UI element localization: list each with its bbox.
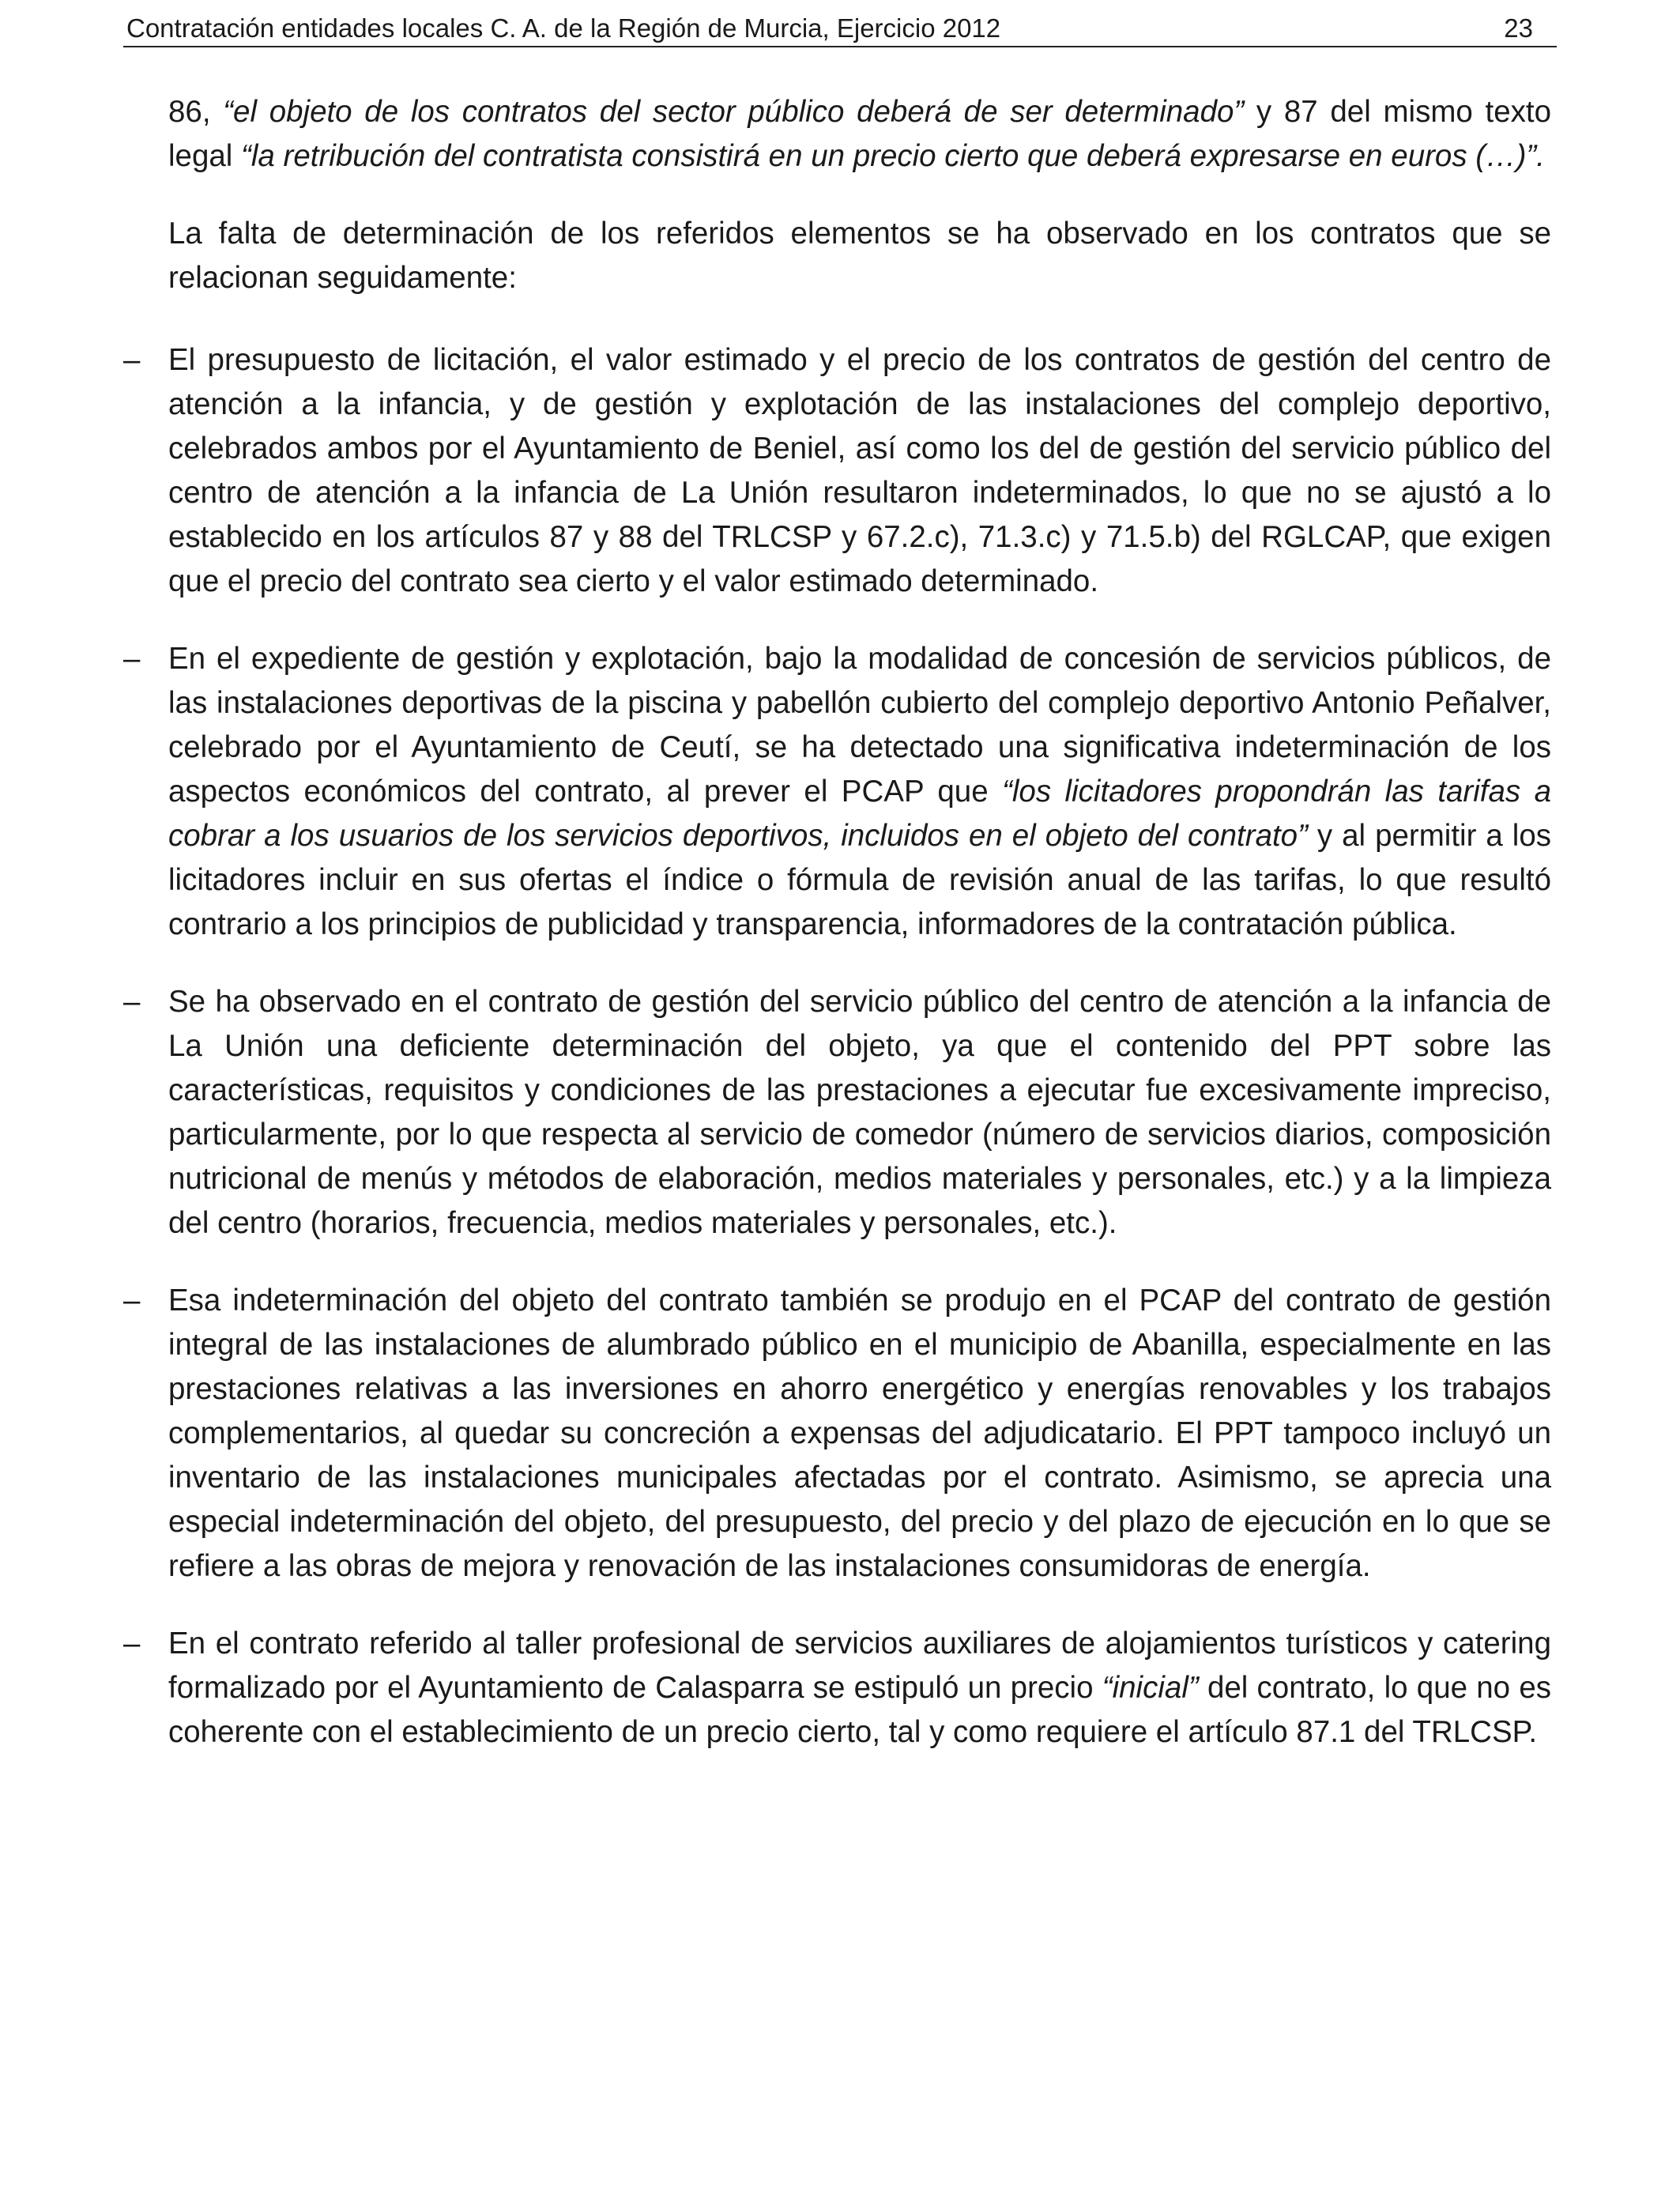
list-item: [123, 637, 1551, 947]
dash-bullet: –: [123, 1284, 141, 1318]
list-item-text: En el contrato referido al taller profesional de servicios auxiliares de alojamientos turísticos y catering formalizado por el Ayuntamiento de Calasparra se estipuló un precio: [168, 1627, 1551, 1705]
paragraph-legal-citation: [168, 90, 1551, 179]
quote-italic: “los licitadores propondrán las tarifas a cobrar a los usuarios de los servicios deportivos, incluidos en el objeto del contrato”: [168, 775, 1551, 853]
running-header: [123, 11, 1557, 47]
quote-italic: “la retribución del contratista consistirá en un precio cierto que deberá expresarse en euros (…)”.: [241, 139, 1545, 173]
list-item: [123, 980, 1551, 1246]
document-body: [123, 90, 1551, 1755]
quote-italic: “inicial”: [1102, 1671, 1199, 1705]
page-number: 23: [1504, 13, 1533, 43]
list-item-text: y al permitir a los licitadores incluir en sus ofertas el índice o fórmula de revisión anual de las tarifas, lo que resultó contrario a los principios de publicidad y transparencia, informadores de la contratación pública.: [168, 819, 1551, 941]
text-run: y 87 del mismo texto legal: [168, 95, 1551, 173]
dash-bullet: –: [123, 1627, 141, 1661]
list-item-text: Se ha observado en el contrato de gestión del servicio público del centro de atención a la infancia de La Unión una deficiente determinación del objeto, ya que el contenido del PPT sobre las características, requisitos y condiciones de las prestaciones a ejecutar fue excesivamente impreciso, particularmente, por lo que respecta al servicio de comedor (número de servicios diarios, composición nutricional de menús y métodos de elaboración, medios materiales y personales, etc.) y a la limpieza del centro (horarios, frecuencia, medios materiales y personales, etc.).: [168, 985, 1551, 1240]
dash-bullet: –: [123, 985, 141, 1019]
list-item: [123, 338, 1551, 604]
list-item-text: del contrato, lo que no es coherente con el establecimiento de un precio cierto, tal y como requiere el artículo 87.1 del TRLCSP.: [168, 1671, 1551, 1749]
text-run: 86,: [168, 95, 224, 129]
document-title: Contratación entidades locales C. A. de la Región de Murcia, Ejercicio 2012: [126, 13, 1001, 43]
list-item: [123, 1279, 1551, 1589]
list-item-text: El presupuesto de licitación, el valor estimado y el precio de los contratos de gestión del centro de atención a la infancia, y de gestión y explotación de las instalaciones del complejo deportivo, celebrados ambos por el Ayuntamiento de Beniel, así como los del de gestión del servicio público del centro de atención a la infancia de La Unión resultaron indeterminados, lo que no se ajustó a lo establecido en los artículos 87 y 88 del TRLCSP y 67.2.c), 71.3.c) y 71.5.b) del RGLCAP, que exigen que el precio del contrato sea cierto y el valor estimado determinado.: [168, 343, 1551, 598]
dash-bullet: –: [123, 343, 141, 377]
paragraph-intro: La falta de determinación de los referidos elementos se ha observado en los contratos que se relacionan seguidamente:: [168, 217, 1551, 295]
dash-bullet: –: [123, 642, 141, 676]
list-item-text: En el expediente de gestión y explotación, bajo la modalidad de concesión de servicios públicos, de las instalaciones deportivas de la piscina y pabellón cubierto del complejo deportivo Antonio Peñalver, celebrado por el Ayuntamiento de Ceutí, se ha detectado una significativa indeterminación de los aspectos económicos del contrato, al prever el PCAP que: [168, 642, 1551, 809]
quote-italic: “el objeto de los contratos del sector público deberá de ser determinado”: [223, 95, 1245, 129]
list-item: [123, 1622, 1551, 1755]
findings-list: [123, 338, 1551, 1755]
list-item-text: Esa indeterminación del objeto del contrato también se produjo en el PCAP del contrato de gestión integral de las instalaciones de alumbrado público en el municipio de Abanilla, especialmente en las prestaciones relativas a las inversiones en ahorro energético y energías renovables y los trabajos complementarios, al quedar su concreción a expensas del adjudicatario. El PPT tampoco incluyó un inventario de las instalaciones municipales afectadas por el contrato. Asimismo, se aprecia una especial indeterminación del objeto, del presupuesto, del precio y del plazo de ejecución en lo que se refiere a las obras de mejora y renovación de las instalaciones consumidoras de energía.: [168, 1284, 1551, 1583]
